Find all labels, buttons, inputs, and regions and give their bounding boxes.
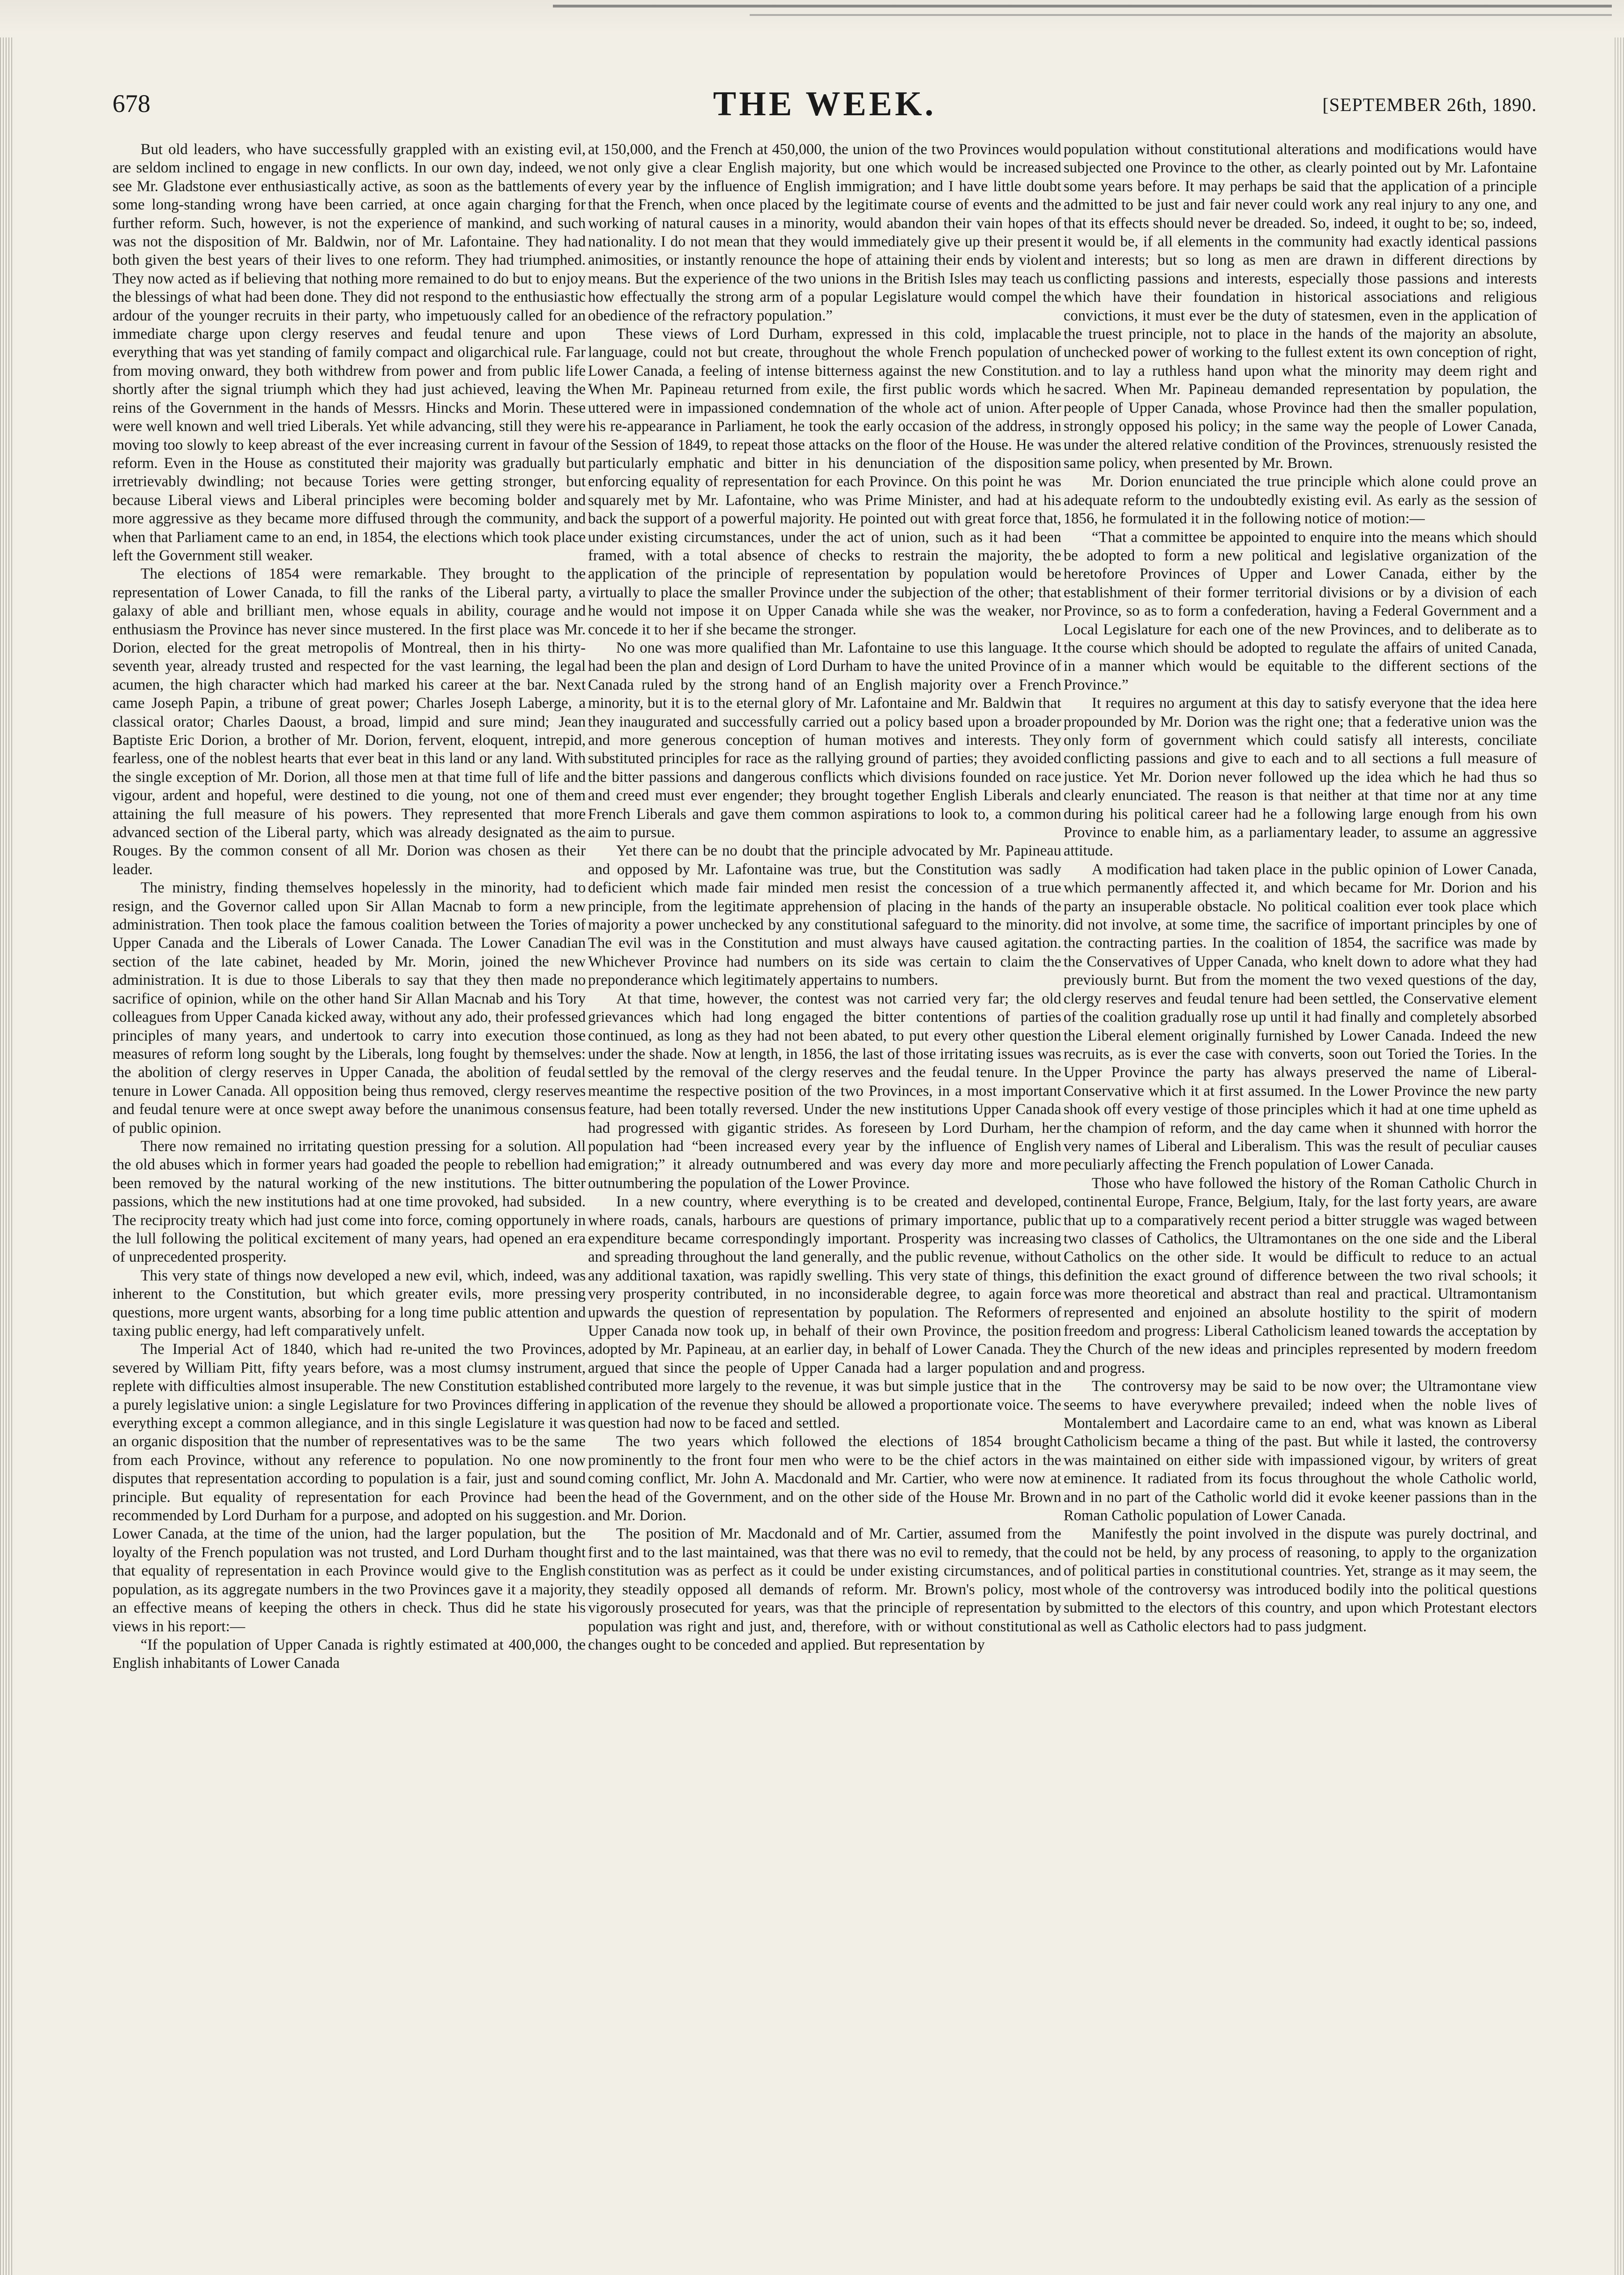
article-paragraph: The position of Mr. Macdonald and of Mr. Cartier, assumed from the first and to the last maintained, was that there was no evil to remedy, that the constitution was as perfect as it could be under existing circumstances, and they steadily opposed all demands of reform. Mr. Brown's policy, most vigorously prosecuted for years, was that the principle of representation by population was right and just, and, therefore, with or without constitutional changes ought to be conceded and applied. But representation by: [588, 1525, 1061, 1653]
article-paragraph: Manifestly the point involved in the dispute was purely doctrinal, and could not be held, by any process of reasoning, to apply to the organization of political parties in constitutional countries. Yet, strange as it may seem, the whole of the controversy was introduced bodily into the political questions submitted to the electors of this country, and upon which Protestant electors as well as Catholic electors had to pass judgment.: [1064, 1525, 1537, 1635]
article-paragraph: population without constitutional alterations and modifications would have subjected one Province to the other, as clearly pointed out by Mr. Lafontaine some years before. It may perhaps be said that the application of a principle admitted to be just and fair never could work any real injury to any one, and that its effects should never be dreaded. So, indeed, it ought to be; so, indeed, it would be, if all elements in the community had exactly identical passions and interests; but so long as men are drawn in different directions by conflicting passions and interests, especially those passions and interests which have their foundation in historical associations and religious convictions, it must ever be the duty of statesmen, even in the application of the truest principle, not to place in the hands of the majority an absolute, unchecked power of working to the fullest extent its own conception of right, and to lay a ruthless hand upon what the minority may deem right and sacred. When Mr. Papineau demanded representation by population, the people of Upper Canada, whose Province had then the smaller population, strongly opposed his policy; in the same way the people of Lower Canada, under the altered relative condition of the Provinces, strenuously resisted the same policy, when presented by Mr. Brown.: [1064, 141, 1537, 472]
article-paragraph: At that time, however, the contest was not carried very far; the old grievances which had long engaged the bitter contentions of parties continued, as long as they had not been abated, to put every other question under the shade. Now at length, in 1856, the last of those irritating issues was settled by the removal of the clergy reserves and the feudal tenure. In the meantime the respective position of the two Provinces, in a most important feature, had been totally reversed. Under the new institutions Upper Canada had progressed with gigantic strides. As foreseen by Lord Durham, her population had “been increased every year by the influence of English emigration;” it already outnumbered and was every day more and more outnumbering the population of the Lower Province.: [588, 990, 1061, 1192]
article-paragraph: There now remained no irritating question pressing for a solution. All the old abuses which in former years had goaded the people to rebellion had been removed by the natural working of the new institutions. The bitter passions, which the new institutions had at one time provoked, had subsided. The reciprocity treaty which had just come into force, coming opportunely in the lull following the political excitement of many years, had opened an era of unprecedented prosperity.: [112, 1138, 586, 1266]
scan-artifact-line: [750, 14, 1612, 16]
text-column-1: [112, 141, 586, 2258]
article-paragraph: The Imperial Act of 1840, which had re-united the two Provinces, severed by William Pitt, fifty years before, was a most clumsy instrument, replete with difficulties almost insuperable. The new Constitution established a purely legislative union: a single Legislature for two Provinces differing in everything except a common allegiance, and in this single Legislature it was an organic disposition that the number of representatives was to be the same from each Province, without any reference to population. No one now disputes that representation according to population is a fair, just and sound principle. But equality of representation for each Province had been recommended by Lord Durham for a purpose, and adopted on his suggestion. Lower Canada, at the time of the union, had the larger population, but the loyalty of the French population was not trusted, and Lord Durham thought that equality of representation in each Province would give to the English population, as its aggregate numbers in the two Provinces gave it a majority, an effective means of keeping the others in check. Thus did he state his views in his report:—: [112, 1341, 586, 1635]
article-paragraph: “If the population of Upper Canada is rightly estimated at 400,000, the English inhabitants of Lower Canada: [112, 1636, 586, 1672]
article-paragraph: A modification had taken place in the public opinion of Lower Canada, which permanently affected it, and which became for Mr. Dorion and his party an insuperable obstacle. No political coalition ever took place which did not involve, at some time, the sacrifice of important principles by one of the contracting parties. In the coalition of 1854, the sacrifice was made by the Conservatives of Upper Canada, who knelt down to adore what they had previously burnt. But from the moment the two vexed questions of the day, clergy reserves and feudal tenure had been settled, the Conservative element of the coalition gradually rose up until it had finally and completely absorbed the Liberal element originally furnished by Lower Canada. Indeed the new recruits, as is ever the case with converts, soon out Toried the Tories. In the Upper Province the party has always preserved the name of Liberal-Conservative which it at first assumed. In the Lower Province the new party shook off every vestige of those principles which it had at one time upheld as the champion of reform, and the day came when it shunned with horror the very names of Liberal and Liberalism. This was the result of peculiar causes peculiarly affecting the French population of Lower Canada.: [1064, 861, 1537, 1174]
article-paragraph: Mr. Dorion enunciated the true principle which alone could prove an adequate reform to the undoubtedly existing evil. As early as the session of 1856, he formulated it in the following notice of motion:—: [1064, 473, 1537, 528]
scan-artifact-line: [553, 5, 1612, 7]
article-paragraph: But old leaders, who have successfully grappled with an existing evil, are seldom inclined to engage in new conflicts. In our own day, indeed, we see Mr. Gladstone ever enthusiastically active, as soon as the battlements of some long-standing wrong have been carried, at once again charging for further reform. Such, however, is not the experience of mankind, and such was not the disposition of Mr. Baldwin, nor of Mr. Lafontaine. They had both given the best years of their lives to one reform. They had triumphed. They now acted as if believing that nothing more remained to do but to enjoy the blessings of what had been done. They did not respond to the enthusiastic ardour of the younger recruits in their party, who impetuously called for an immediate charge upon clergy reserves and feudal tenure and upon everything that was yet standing of family compact and oligarchical rule. Far from moving onward, they both withdrew from power and from public life shortly after the signal triumph which they had just achieved, leaving the reins of the Government in the hands of Messrs. Hincks and Morin. These were well known and well tried Liberals. Yet while advancing, still they were moving too slowly to keep abreast of the ever increasing current in favour of reform. Even in the House as constituted their majority was gradually but irretrievably dwindling; not because Tories were getting stronger, but because Liberal views and Liberal principles were becoming bolder and more aggressive as they became more diffused through the community, and when that Parliament came to an end, in 1854, the elections which took place left the Government still weaker.: [112, 141, 586, 564]
article-paragraph: The elections of 1854 were remarkable. They brought to the representation of Lower Canada, to fill the ranks of the Liberal party, a galaxy of able and brilliant men, whose equals in ability, courage and enthusiasm the Province has never since mustered. In the first place was Mr. Dorion, elected for the great metropolis of Montreal, then in his thirty-seventh year, already trusted and respected for the vast learning, the legal acumen, the high character which had marked his career at the bar. Next came Joseph Papin, a tribune of great power; Charles Joseph Laberge, a classical orator; Charles Daoust, a broad, limpid and sure mind; Jean Baptiste Eric Dorion, a brother of Mr. Dorion, fervent, eloquent, intrepid, fearless, one of the noblest hearts that ever beat in this land or any land. With the single exception of Mr. Dorion, all those men at that time full of life and vigour, ardent and hopeful, were destined to die young, not one of them attaining the full measure of his powers. They represented that more advanced section of the Liberal party, which was already designated as the Rouges. By the common consent of all Mr. Dorion was chosen as their leader.: [112, 565, 586, 878]
article-paragraph: Yet there can be no doubt that the principle advocated by Mr. Papineau and opposed by Mr. Lafontaine was true, but the Constitution was sadly deficient which made fair minded men resist the concession of a true principle, from the legitimate apprehension of placing in the hands of the majority a power unchecked by any constitutional safeguard to the minority. The evil was in the Constitution and must always have caused agitation. Whichever Province had numbers on its side was certain to claim the preponderance which legitimately appertains to numbers.: [588, 842, 1061, 989]
scan-top-edge: [0, 0, 1624, 33]
issue-date: [SEPTEMBER 26th, 1890.: [1322, 94, 1537, 115]
page-number: 678: [112, 89, 150, 118]
article-paragraph: No one was more qualified than Mr. Lafontaine to use this language. It had been the plan and design of Lord Durham to have the united Province of Canada ruled by the strong hand of an English majority over a French minority, but it is to the eternal glory of Mr. Lafontaine and Mr. Baldwin that they inaugurated and successfully carried out a policy based upon a broader and more generous conception of human motives and interests. They substituted principles for race as the rallying ground of parties; they avoided the bitter passions and dangerous conflicts which divisions founded on race and creed must ever engender; they brought together English Liberals and French Liberals and gave them common aspirations to look to, a common aim to pursue.: [588, 639, 1061, 841]
article-paragraph: “That a committee be appointed to enquire into the means which should be adopted to form a new political and legislative organization of the heretofore Provinces of Upper and Lower Canada, either by the establishment of their former territorial divisions or by a division of each Province, so as to form a confederation, having a Federal Government and a Local Legislature for each one of the new Provinces, and to deliberate as to the course which should be adopted to regulate the affairs of united Canada, in a manner which would be equitable to the different sections of the Province.”: [1064, 528, 1537, 693]
page-binding-edge: [0, 37, 14, 2275]
text-column-3: [1064, 141, 1537, 2258]
article-paragraph: The two years which followed the elections of 1854 brought prominently to the front four men who were to be the chief actors in the coming conflict, Mr. John A. Macdonald and Mr. Cartier, who were now at the head of the Government, and on the other side of the House Mr. Brown and Mr. Dorion.: [588, 1433, 1061, 1524]
page-header: [112, 84, 1537, 141]
article-paragraph: In a new country, where everything is to be created and developed, where roads, canals, harbours are questions of primary importance, public expenditure became correspondingly important. Prosperity was increasing and spreading throughout the land generally, and the public revenue, without any additional taxation, was rapidly swelling. This very state of things, this very prosperity contributed, in no inconsiderable degree, to again force upwards the question of representation by population. The Reformers of Upper Canada now took up, in behalf of their own Province, the position adopted by Mr. Papineau, at an earlier day, in behalf of Lower Canada. They argued that since the people of Upper Canada had a larger population and contributed more largely to the revenue, it was but simple justice that in the application of the revenue they should be allowed a proportionate voice. The question had now to be faced and settled.: [588, 1193, 1061, 1432]
article-paragraph: The ministry, finding themselves hopelessly in the minority, had to resign, and the Governor called upon Sir Allan Macnab to form a new administration. Then took place the famous coalition between the Tories of Upper Canada and the Liberals of Lower Canada. The Lower Canadian section of the late cabinet, headed by Mr. Morin, joined the new administration. It is due to those Liberals to say that they then made no sacrifice of opinion, while on the other hand Sir Allan Macnab and his Tory colleagues from Upper Canada kicked away, without any ado, their professed principles of many years, and undertook to carry into execution those measures of reform long sought by the Liberals, long fought by themselves: the abolition of clergy reserves in Upper Canada, the abolition of feudal tenure in Lower Canada. All opposition being thus removed, clergy reserves and feudal tenure were at once swept away before the unanimous consensus of public opinion.: [112, 879, 586, 1137]
article-paragraph: Those who have followed the history of the Roman Catholic Church in continental Europe, France, Belgium, Italy, for the last forty years, are aware that up to a comparatively recent period a bitter struggle was waged between two classes of Catholics, the Ultramontanes on the one side and the Liberal Catholics on the other side. It would be difficult to reduce to an actual definition the exact ground of difference between the two rival schools; it was more theoretical and abstract than real and practical. Ultramontanism represented and enjoined an absolute hostility to the spirit of modern freedom and progress: Liberal Catholicism leaned towards the acceptation by the Church of the new ideas and principles represented by modern freedom and progress.: [1064, 1175, 1537, 1376]
text-column-2: [588, 141, 1061, 2258]
article-paragraph: at 150,000, and the French at 450,000, the union of the two Provinces would not only give a clear English majority, but one which would be increased every year by the influence of English immigration; and I have little doubt that the French, when once placed by the legitimate course of events and the working of natural causes in a minority, would abandon their vain hopes of nationality. I do not mean that they would immediately give up their present animosities, or instantly renounce the hope of attaining their ends by violent means. But the experience of the two unions in the British Isles may teach us how effectually the strong arm of a popular Legislature would compel the obedience of the refractory population.”: [588, 141, 1061, 324]
article-paragraph: These views of Lord Durham, expressed in this cold, implacable language, could not but create, throughout the whole French population of Lower Canada, a feeling of intense bitterness against the new Constitution. When Mr. Papineau returned from exile, the first public words which he uttered were in impassioned condemnation of the whole act of union. After his re-appearance in Parliament, he took the early occasion of the address, in the Session of 1849, to repeat those attacks on the floor of the House. He was particularly emphatic and bitter in his denunciation of the disposition enforcing equality of representation for each Province. On this point he was squarely met by Mr. Lafontaine, who was Prime Minister, and had at his back the support of a powerful majority. He pointed out with great force that, under existing circumstances, under the act of union, such as it had been framed, with a total absence of checks to restrain the majority, the application of the principle of representation by population would be virtually to place the smaller Province under the subjection of the other; that he would not impose it on Upper Canada while she was the weaker, nor concede it to her if she became the stronger.: [588, 326, 1061, 638]
article-paragraph: This very state of things now developed a new evil, which, indeed, was inherent to the Constitution, but which greater evils, more pressing questions, more urgent wants, absorbing for a long time public attention and taxing public energy, had left comparatively unfelt.: [112, 1267, 586, 1339]
article-paragraph: It requires no argument at this day to satisfy everyone that the idea here propounded by Mr. Dorion was the right one; that a federative union was the only form of government which could satisfy all interests, conciliate conflicting passions and give to each and to all sections a full measure of justice. Yet Mr. Dorion never followed up the idea which he had thus so clearly enunciated. The reason is that neither at that time nor at any time during his political career had he a following large enough from his own Province to enable him, as a parliamentary leader, to assume an aggressive attitude.: [1064, 695, 1537, 860]
article-paragraph: The controversy may be said to be now over; the Ultramontane view seems to have everywhere prevailed; indeed when the noble lives of Montalembert and Lacordaire came to an end, what was known as Liberal Catholicism became a thing of the past. But while it lasted, the controversy was maintained on either side with impassioned vigour, by writers of great eminence. It radiated from its focus throughout the whole Catholic world, and in no part of the Catholic world did it evoke keener passions than in the Roman Catholic population of Lower Canada.: [1064, 1378, 1537, 1524]
page-right-edge: [1613, 37, 1624, 2275]
running-title: THE WEEK.: [713, 85, 937, 123]
